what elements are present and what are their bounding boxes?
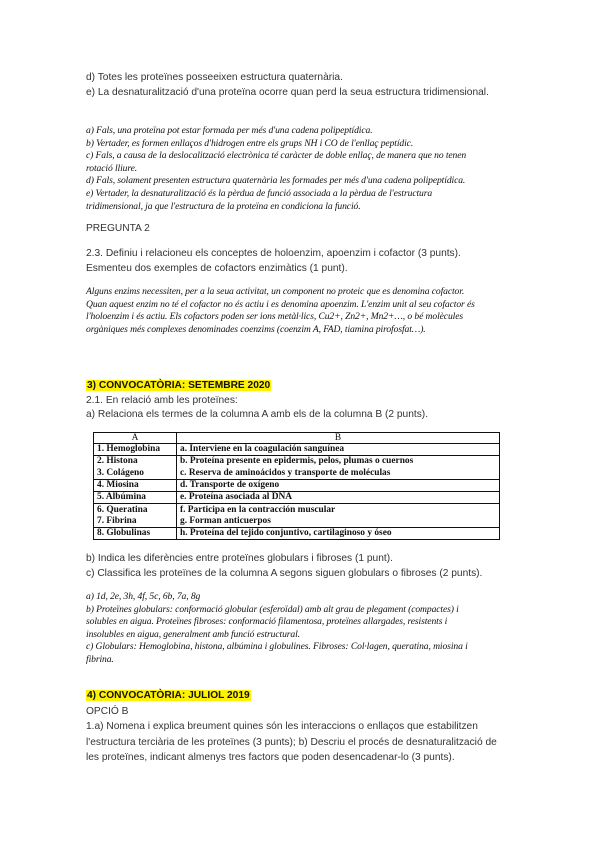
cell-a: 7. Fibrina xyxy=(94,516,177,528)
table-row xyxy=(94,444,500,456)
section-4-line: l'estructura terciària de les proteïnes (3 punts); b) Descriu el procés de desnaturalització de xyxy=(86,736,497,748)
answer-line: e) Vertader, la desnaturalització és la pèrdua de funció associada a la pèrdua de l'estructura xyxy=(86,187,433,199)
question-line: 2.3. Definiu i relacioneu els conceptes de holoenzim, apoenzim i cofactor (3 punts). xyxy=(86,248,461,259)
cell-b: e. Proteína asociada al DNA xyxy=(177,492,500,504)
section-4 xyxy=(86,688,516,766)
question-2-1-bc xyxy=(86,552,516,581)
section-4-line: les proteïnes, indicant almenys tres factors que poden desencadenar-lo (3 punts). xyxy=(86,752,455,764)
cell-b: b. Proteína presente en epidermis, pelos, plumas o cuernos xyxy=(177,456,500,468)
answer-2-3 xyxy=(86,286,516,336)
statement-d: d) Totes les proteïnes posseeixen estructura quaternària. xyxy=(86,72,343,83)
answer-line: Quan aquest enzim no té el cofactor no és actiu i es denomina apoenzim. L'enzim unit al seu cofactor és xyxy=(86,298,475,310)
section-4-line: 1.a) Nomena i explica breument quines són les interaccions o enllaços que estabilitzen xyxy=(86,721,478,733)
section-4-heading: 4) CONVOCATÒRIA: JULIOL 2019 xyxy=(87,690,250,701)
cell-b: g. Forman anticuerpos xyxy=(177,516,500,528)
answer-line: solubles en aigua. Proteïnes fibroses: conformació filamentosa, proteïnes allargades, resistents i xyxy=(86,616,448,628)
table-row xyxy=(94,516,500,528)
cell-a: 1. Hemoglobina xyxy=(94,444,177,456)
table-header-row xyxy=(94,433,500,444)
cell-b: d. Transporte de oxígeno xyxy=(177,479,500,491)
question-line: b) Indica les diferències entre proteïnes globulars i fibroses (1 punt). xyxy=(86,553,393,564)
answer-line: c) Globulars: Hemoglobina, histona, albúmina i globulines. Fibroses: Col·lagen, queratina, miosina i xyxy=(86,641,468,653)
cell-b: a. Interviene en la coagulación sanguínea xyxy=(177,444,500,456)
table-row xyxy=(94,492,500,504)
cell-a: 3. Colágeno xyxy=(94,468,177,480)
pregunta-2-title: PREGUNTA 2 xyxy=(86,223,150,234)
question-line: Esmenteu dos exemples de cofactors enzimàtics (1 punt). xyxy=(86,262,348,274)
cell-a: 5. Albúmina xyxy=(94,492,177,504)
column-a-header: A xyxy=(94,433,177,444)
question-statements-de xyxy=(86,71,516,100)
option-label: OPCIÓ B xyxy=(86,705,129,717)
answer-2-1 xyxy=(86,591,516,667)
answer-line: tridimensional, ja que l'estructura de la proteïna en condiciona la funció. xyxy=(86,200,361,212)
answer-line: orgàniques més complexes denominades coenzims (coenzim A, FAD, tiamina pirofosfat…). xyxy=(86,323,426,335)
cell-a: 4. Miosina xyxy=(94,479,177,491)
matching-table xyxy=(93,432,500,540)
cell-a: 6. Queratina xyxy=(94,504,177,516)
table-row xyxy=(94,479,500,491)
answer-line: l'holoenzim i és actiu. Els cofactors poden ser ions metàl·lics, Cu2+, Zn2+, Mn2+…, o bé molècules xyxy=(86,311,464,323)
cell-a: 2. Histona xyxy=(94,456,177,468)
answer-line: a) 1d, 2e, 3h, 4f, 5c, 6b, 7a, 8g xyxy=(86,591,201,602)
column-b-header: B xyxy=(177,433,500,444)
section-3-line: a) Relaciona els termes de la columna A amb els de la columna B (2 punts). xyxy=(86,409,429,421)
table-row xyxy=(94,456,500,468)
table-row xyxy=(94,528,500,540)
answer-line: Alguns enzims necessiten, per a la seua activitat, un component no proteic que es denomina cofactor. xyxy=(86,286,465,297)
cell-b: f. Participa en la contracción muscular xyxy=(177,504,500,516)
cell-a: 8. Globulinas xyxy=(94,528,177,540)
cell-b: c. Reserva de aminoácidos y transporte de moléculas xyxy=(177,468,500,480)
cell-b: h. Proteína del tejido conjuntivo, cartilaginoso y óseo xyxy=(177,528,500,540)
answer-line: a) Fals, una proteïna pot estar formada per més d'una cadena polipeptídica. xyxy=(86,125,373,136)
answer-line: b) Vertader, es formen enllaços d'hidrogen entre els grups NH i CO de l'enllaç peptídic. xyxy=(86,137,414,149)
table-row xyxy=(94,504,500,516)
answer-line: c) Fals, a causa de la deslocalització electrònica té caràcter de doble enllaç, de manera que no tenen xyxy=(86,150,467,162)
question-2-3 xyxy=(86,247,516,276)
section-3-heading: 3) CONVOCATÒRIA: SETEMBRE 2020 xyxy=(87,380,271,391)
question-line: c) Classifica les proteïnes de la columna A segons siguen globulars o fibroses (2 punts). xyxy=(86,567,483,579)
answer-line: rotació lliure. xyxy=(86,162,138,174)
statement-e: e) La desnaturalització d'una proteïna ocorre quan perd la seua estructura tridimensional. xyxy=(86,86,489,98)
answer-line: insolubles en aigua, generalment amb funció estructural. xyxy=(86,628,300,640)
answer-line: d) Fals, solament presenten estructura quaternària les formades per més d'una cadena polipeptídica. xyxy=(86,175,466,187)
section-3-line: 2.1. En relació amb les proteïnes: xyxy=(86,394,238,406)
answer-true-false xyxy=(86,125,516,213)
answer-line: fibrina. xyxy=(86,653,114,665)
section-3 xyxy=(86,379,516,423)
table-row xyxy=(94,468,500,480)
answer-line: b) Proteïnes globulars: conformació globular (esferoïdal) amb alt grau de plegament (compactes) i xyxy=(86,603,459,615)
